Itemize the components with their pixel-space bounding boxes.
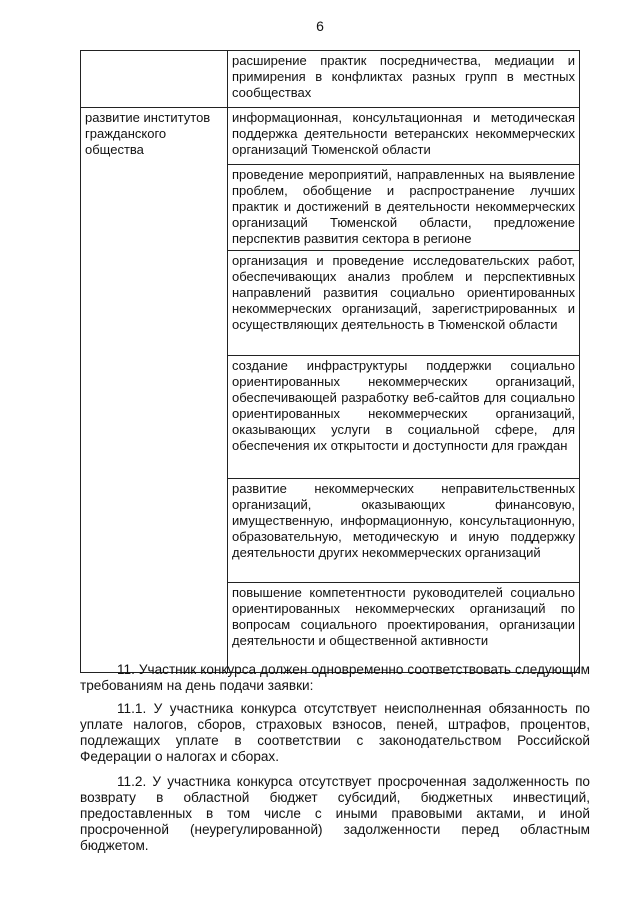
table-cell-right: организация и проведение исследовательских работ, обеспечивающих анализ проблем и перспективных направлений развития социально ориентированных некоммерческих организаций, зарегистрированных и осуществляющих деятельность в Тюменской области — [228, 251, 580, 356]
table-cell-right: повышение компетентности руководителей социально ориентированных некоммерческих организаций по вопросам социального проектирования, организации деятельности и общественной активности — [228, 583, 580, 673]
paragraph-11-2: 11.2. У участника конкурса отсутствует просроченная задолженность по возврату в областной бюджет субсидий, бюджетных инвестиций, предоставленных в том числе с иными правовыми актами, и иной просроченной (неурегулированной) задолженности перед областным бюджетом. — [80, 774, 590, 853]
page-number: 6 — [316, 18, 324, 34]
table-cell-left — [81, 51, 228, 108]
table-cell-right: информационная, консультационная и методическая поддержка деятельности ветеранских некоммерческих организаций Тюменской области — [228, 108, 580, 165]
table-cell-right: проведение мероприятий, направленных на выявление проблем, обобщение и распространение лучших практик и достижений в деятельности некоммерческих организаций Тюменской области, предложение перспектив развития сектора в регионе — [228, 165, 580, 251]
table-cell-left: развитие институтов гражданского общества — [81, 108, 228, 673]
paragraph-11: 11. Участник конкурса должен одновременно соответствовать следующим требованиям на день подачи заявки: — [80, 662, 590, 693]
table-cell-right: развитие некоммерческих неправительственных организаций, оказывающих финансовую, имущественную, информационную, консультационную, образовательную, методическую и иную поддержку деятельности других некоммерческих организаций — [228, 479, 580, 583]
paragraph-11-1: 11.1. У участника конкурса отсутствует неисполненная обязанность по уплате налогов, сборов, страховых взносов, пеней, штрафов, процентов, подлежащих уплате в соответствии с законодательством Российской Федерации о налогах и сборах. — [80, 701, 590, 764]
table-row — [81, 108, 580, 165]
measures-table — [80, 50, 580, 673]
table-cell-right: расширение практик посредничества, медиации и примирения в конфликтах разных групп в местных сообществах — [228, 51, 580, 108]
table-row — [81, 51, 580, 108]
table-cell-right: создание инфраструктуры поддержки социально ориентированных некоммерческих организаций, обеспечивающей разработку веб-сайтов для социально ориентированных некоммерческих организаций, оказывающих услуги в социальной сфере, для обеспечения их открытости и доступности для граждан — [228, 356, 580, 479]
